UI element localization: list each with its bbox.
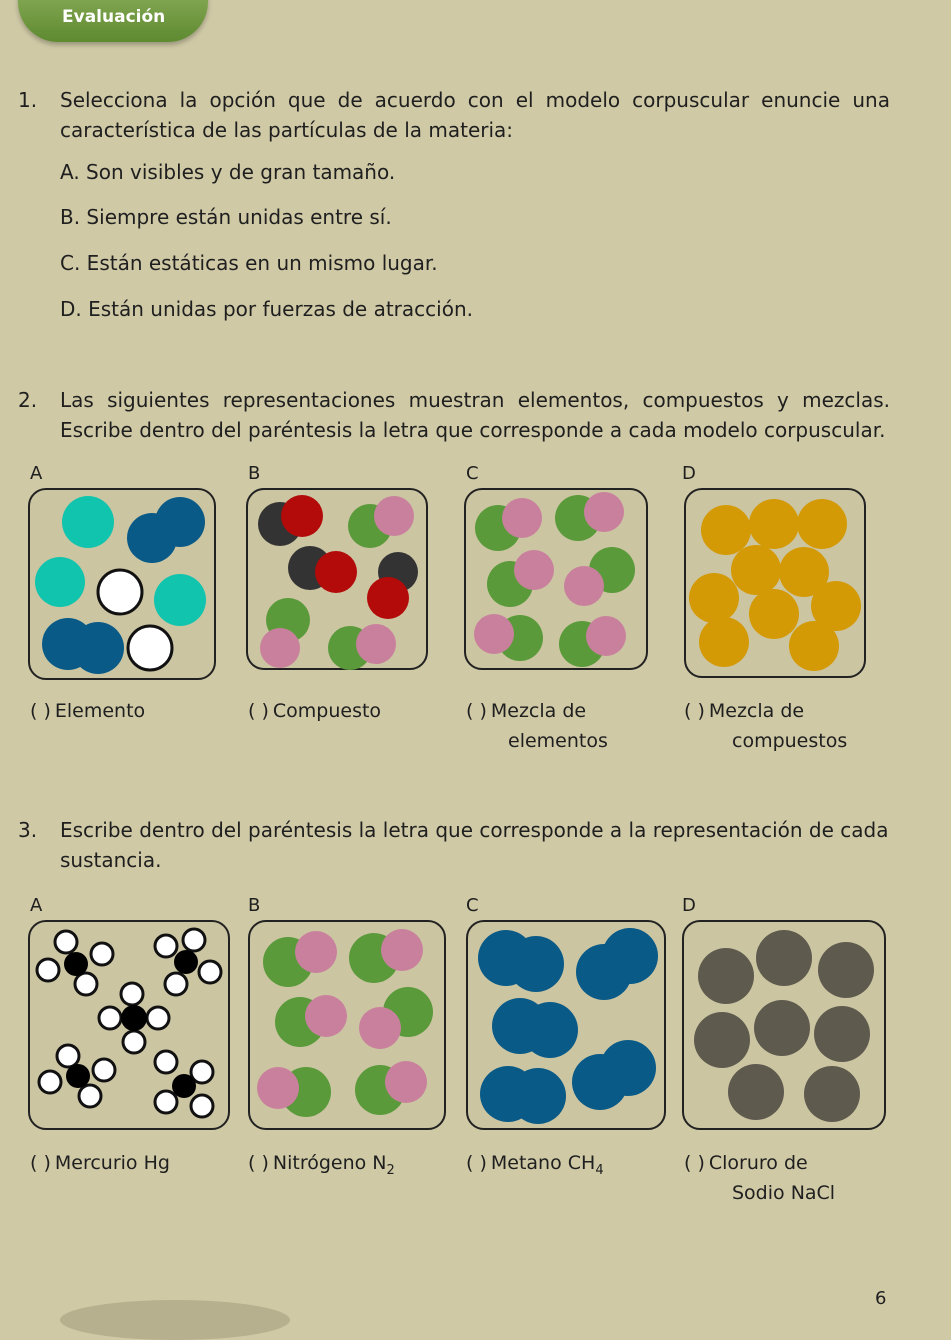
q3-answer-metano xyxy=(466,1148,604,1186)
answer-blank[interactable]: ( ) xyxy=(248,700,269,722)
q3-letter-a: A xyxy=(30,895,43,916)
answer-blank[interactable]: ( ) xyxy=(684,700,705,722)
answer-blank[interactable]: ( ) xyxy=(466,700,487,722)
section-title: Evaluación xyxy=(62,7,166,27)
q3-panel-a xyxy=(28,920,230,1130)
answer-label: Cloruro de xyxy=(708,1152,808,1174)
q2-answer-elemento xyxy=(30,696,145,726)
answer-blank[interactable]: ( ) xyxy=(684,1152,705,1174)
page-number: 6 xyxy=(875,1288,887,1309)
answer-blank[interactable]: ( ) xyxy=(30,700,51,722)
q1-option-c: C. Están estáticas en un mismo lugar. xyxy=(60,251,438,275)
q1-option-b: B. Siempre están unidas entre sí. xyxy=(60,205,392,229)
q3-panel-d-particles xyxy=(684,922,888,1132)
q3-answer-mercurio xyxy=(30,1148,170,1178)
q2-panel-d-particles xyxy=(686,490,868,680)
q2-panel-c-particles xyxy=(466,490,650,672)
q3-text: Escribe dentro del paréntesis la letra que corresponde a la representación de cada sustancia. xyxy=(60,818,889,872)
q3-panel-d xyxy=(682,920,886,1130)
answer-label-line2: compuestos xyxy=(732,730,848,752)
q2-answer-mezcla-compuestos xyxy=(684,696,847,756)
footer-decoration xyxy=(60,1300,290,1340)
q2-answer-compuesto xyxy=(248,696,381,726)
answer-label-line2: Sodio NaCl xyxy=(732,1182,836,1204)
answer-blank[interactable]: ( ) xyxy=(30,1152,51,1174)
q2-letter-a: A xyxy=(30,463,43,484)
q2-panel-b xyxy=(246,488,428,670)
answer-blank[interactable]: ( ) xyxy=(466,1152,487,1174)
answer-label: Elemento xyxy=(54,700,146,722)
formula-subscript: 2 xyxy=(386,1162,395,1178)
q2-letter-b: B xyxy=(248,463,261,484)
formula-subscript: 4 xyxy=(595,1162,604,1178)
q3-panel-c xyxy=(466,920,666,1130)
answer-blank[interactable]: ( ) xyxy=(248,1152,269,1174)
q3-number: 3. xyxy=(18,818,38,842)
q2-text: Las siguientes representaciones muestran elementos, compuestos y mezclas. Escribe dentro del paréntesis la letra que corresponde a cada modelo corpuscular. xyxy=(60,388,890,442)
answer-label-line2: elementos xyxy=(508,730,608,752)
answer-label: Nitrógeno N xyxy=(272,1152,387,1174)
q3-panel-a-molecules xyxy=(30,922,232,1132)
q1-text: Selecciona la opción que de acuerdo con el modelo corpuscular enuncie una característica de las partículas de la materia: xyxy=(60,88,890,142)
q3-answer-cloruro-sodio xyxy=(684,1148,835,1208)
q3-panel-c-particles xyxy=(468,922,668,1132)
q1-number: 1. xyxy=(18,88,38,112)
q2-answer-mezcla-elementos xyxy=(466,696,608,756)
q1-option-a: A. Son visibles y de gran tamaño. xyxy=(60,160,396,184)
answer-label: Compuesto xyxy=(272,700,382,722)
q1-option-d: D. Están unidas por fuerzas de atracción. xyxy=(60,297,473,321)
q2-letter-c: C xyxy=(466,463,479,484)
q3-letter-d: D xyxy=(682,895,696,916)
q3-letter-b: B xyxy=(248,895,261,916)
q3-panel-b xyxy=(248,920,446,1130)
q2-panel-c xyxy=(464,488,648,670)
q2-letter-d: D xyxy=(682,463,696,484)
q3-letter-c: C xyxy=(466,895,479,916)
answer-label: Mezcla de xyxy=(708,700,805,722)
q2-panel-a-particles xyxy=(30,490,218,682)
q2-number: 2. xyxy=(18,388,38,412)
q2-panel-d xyxy=(684,488,866,678)
answer-label: Mercurio Hg xyxy=(54,1152,170,1174)
q2-panel-a xyxy=(28,488,216,680)
q3-panel-b-particles xyxy=(250,922,448,1132)
answer-label: Mezcla de xyxy=(490,700,587,722)
answer-label: Metano CH xyxy=(490,1152,596,1174)
q2-panel-b-particles xyxy=(248,490,430,672)
q3-answer-nitrogeno xyxy=(248,1148,395,1186)
